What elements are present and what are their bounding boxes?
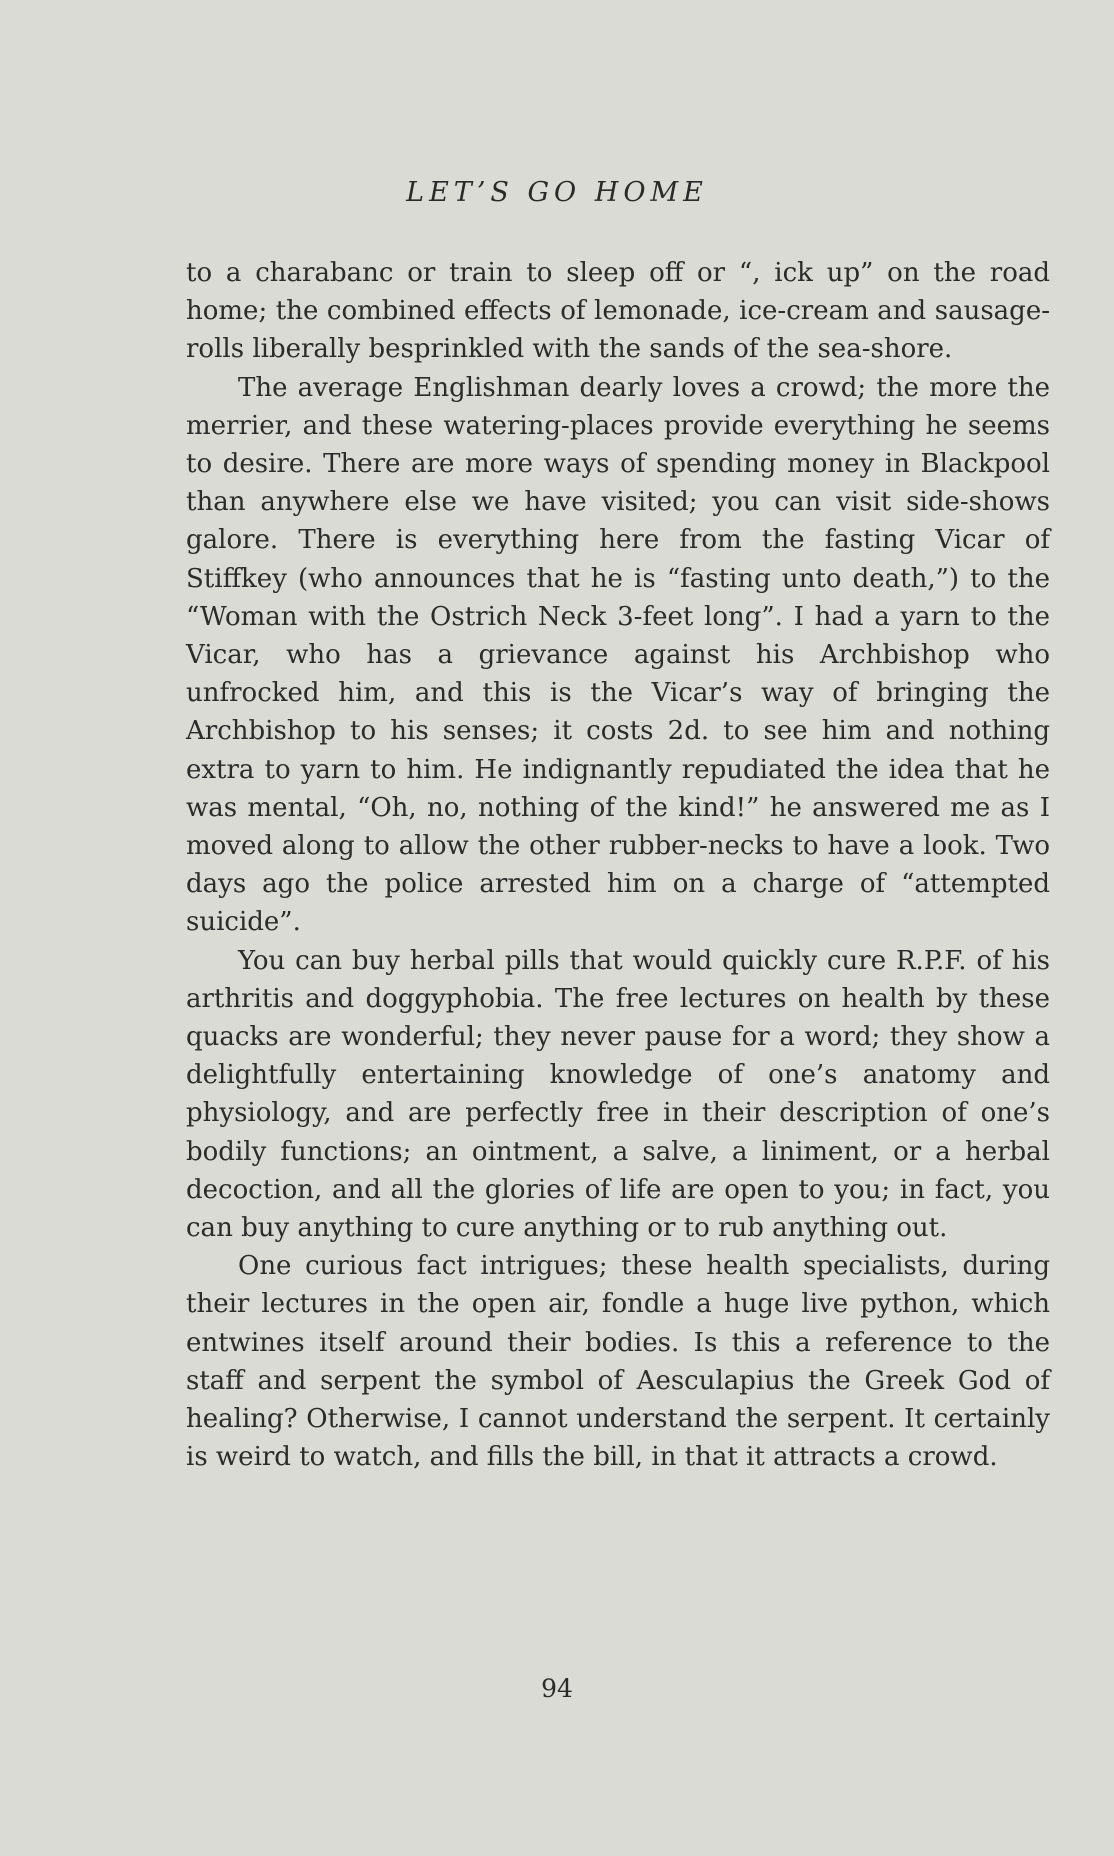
running-head: LET’S GO HOME bbox=[406, 177, 708, 208]
paragraph-blackpool-crowds: The average Englishman dearly loves a crowd; the more the merrier, and these watering-places provide everything he seems to desire. There are more ways of spending money in Blackpool than anywhere else we have visited; you can visit side-shows galore. There is everything here from the fasting Vicar of Stiffkey (who announces that he is “fasting unto death,”) to the “Woman with the Ostrich Neck 3-feet long”. I had a yarn to the Vicar, who has a grievance against his Archbishop who unfrocked him, and this is the Vicar’s way of bringing the Archbishop to his senses; it costs 2d. to see him and nothing extra to yarn to him. He indignantly repudiated the idea that he was mental, “Oh, no, nothing of the kind!” he answered me as I moved along to allow the other rubber-necks to have a look. Two days ago the police arrested him on a charge of “attempted suicide”. bbox=[186, 372, 1050, 938]
paragraph-continued: to a charabanc or train to sleep off or “, ick up” on the road home; the combined effects of lemonade, ice-cream and sausage-rolls liberally besprinkled with the sands of the sea-shore. bbox=[186, 258, 1050, 365]
paragraph-python-serpent: One curious fact intrigues; these health specialists, during their lectures in the open air, fondle a huge live python, which entwines itself around their bodies. Is this a reference to the staff and serpent the symbol of Aesculapius the Greek God of healing? Otherwise, I cannot understand the serpent. It certainly is weird to watch, and fills the bill, in that it attracts a crowd. bbox=[186, 1251, 1050, 1473]
page-number: 94 bbox=[541, 1674, 573, 1703]
paragraph-herbal-pills: You can buy herbal pills that would quickly cure R.P.F. of his arthritis and doggyphobia. The free lectures on health by these quacks are wonderful; they never pause for a word; they show a delightfully entertaining knowledge of one’s anatomy and physiology, and are perfectly free in their description of one’s bodily functions; an ointment, a salve, a liniment, or a herbal decoction, and all the glories of life are open to you; in fact, you can buy anything to cure anything or to rub anything out. bbox=[186, 945, 1050, 1244]
body-text bbox=[186, 254, 1050, 1477]
